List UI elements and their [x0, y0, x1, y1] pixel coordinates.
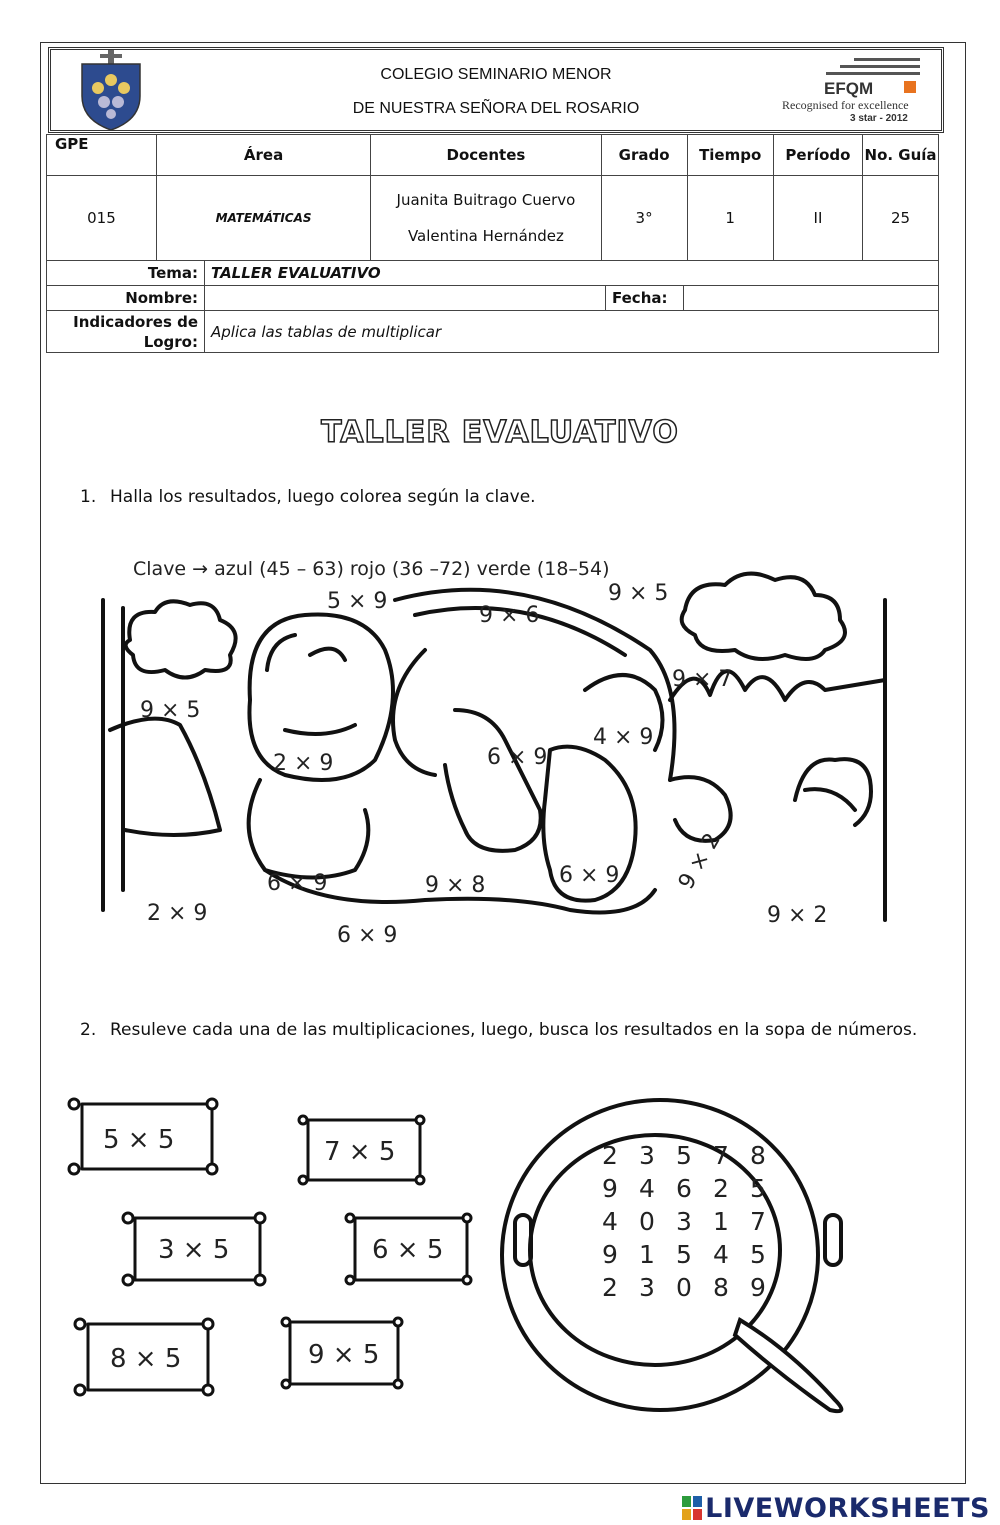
grid-cell-r2-c2[interactable]: 4 — [639, 1174, 655, 1203]
grid-cell-r3-c2[interactable]: 0 — [639, 1207, 655, 1236]
mult-5x9: 5 × 9 — [327, 589, 388, 614]
mult-9x2-right: 9 × 2 — [767, 903, 828, 928]
school-name-line-1: COLEGIO SEMINARIO MENOR — [380, 66, 612, 83]
scroll-5x5-text: 5 × 5 — [103, 1125, 175, 1155]
exercise-1-number: 1. — [80, 487, 97, 507]
grid-cell-r3-c4[interactable]: 1 — [713, 1207, 729, 1236]
grid-cell-r5-c1[interactable]: 2 — [602, 1273, 618, 1302]
scroll-9x5-text: 9 × 5 — [308, 1340, 380, 1370]
mult-2x9-bottom: 2 × 9 — [147, 901, 208, 926]
gpe-value: 015 — [47, 176, 157, 261]
tema-label: Tema: — [47, 261, 205, 286]
grid-cell-r2-c3[interactable]: 6 — [676, 1174, 692, 1203]
col-area: Área — [156, 135, 370, 176]
mult-6x9-arm: 6 × 9 — [267, 871, 328, 896]
tema-value: TALLER EVALUATIVO — [205, 261, 939, 286]
area-value: MATEMÁTICAS — [156, 176, 370, 261]
grid-cell-r1-c2[interactable]: 3 — [639, 1141, 655, 1170]
grid-cell-r2-c5[interactable]: 5 — [750, 1174, 766, 1203]
tiempo-value: 1 — [687, 176, 773, 261]
efqm-recognised: Recognised for excellence — [782, 98, 909, 112]
col-grado: Grado — [601, 135, 687, 176]
indicadores-value: Aplica las tablas de multiplicar — [205, 311, 939, 353]
grid-cell-r5-c4[interactable]: 8 — [713, 1273, 729, 1302]
scroll-6x5-text: 6 × 5 — [372, 1235, 444, 1265]
scroll-3x5-text: 3 × 5 — [158, 1235, 230, 1265]
grid-cell-r4-c3[interactable]: 5 — [676, 1240, 692, 1269]
grid-cell-r5-c3[interactable]: 0 — [676, 1273, 692, 1302]
grid-cell-r4-c5[interactable]: 5 — [750, 1240, 766, 1269]
mult-6x9-hand: 6 × 9 — [487, 745, 548, 770]
mult-9x5-left: 9 × 5 — [140, 698, 201, 723]
school-name-line-2: DE NUESTRA SEÑORA DEL ROSARIO — [352, 100, 640, 117]
mult-4x9: 4 × 9 — [593, 725, 654, 750]
exercise-1-text: Halla los resultados, luego colorea según la clave. — [110, 487, 536, 507]
grid-cell-r1-c4[interactable]: 7 — [713, 1141, 729, 1170]
grid-cell-r3-c5[interactable]: 7 — [750, 1207, 766, 1236]
mult-9x8: 9 × 8 — [425, 873, 486, 898]
grid-cell-r2-c4[interactable]: 2 — [713, 1174, 729, 1203]
grid-cell-r5-c2[interactable]: 3 — [639, 1273, 655, 1302]
grid-cell-r2-c1[interactable]: 9 — [602, 1174, 618, 1203]
col-guia: No. Guía — [863, 135, 939, 176]
col-tiempo: Tiempo — [687, 135, 773, 176]
mult-6x9-bottom: 6 × 9 — [337, 923, 398, 948]
mult-6x9-foot: 6 × 9 — [559, 863, 620, 888]
docente-2: Valentina Hernández — [407, 227, 564, 245]
grid-cell-r3-c1[interactable]: 4 — [602, 1207, 618, 1236]
efqm-stars: 3 star - 2012 — [850, 113, 908, 124]
mult-9x6: 9 × 6 — [479, 603, 540, 628]
guia-value: 25 — [863, 176, 939, 261]
mult-9x7: 9 × 7 — [672, 667, 733, 692]
col-gpe: GPE — [47, 135, 157, 176]
color-key: Clave → azul (45 – 63) rojo (36 –72) verde (18–54) — [133, 558, 610, 580]
indicadores-label-line-1: Indicadores de — [73, 312, 198, 331]
mult-9x2-tail: 9 × 2 — [673, 828, 726, 894]
grado-value: 3° — [601, 176, 687, 261]
efqm-logo-text: EFQM — [824, 79, 874, 98]
col-periodo: Período — [773, 135, 862, 176]
footer-brand — [682, 1493, 990, 1524]
scroll-8x5-text: 8 × 5 — [110, 1344, 182, 1374]
docente-1: Juanita Buitrago Cuervo — [396, 191, 576, 209]
exercise-2-number: 2. — [80, 1020, 97, 1040]
grid-cell-r4-c2[interactable]: 1 — [639, 1240, 655, 1269]
page-title: TALLER EVALUATIVO — [321, 415, 679, 450]
periodo-value: II — [773, 176, 862, 261]
liveworksheets-icon — [682, 1496, 702, 1520]
grid-cell-r1-c5[interactable]: 8 — [750, 1141, 766, 1170]
exercise-2-text: Resuleve cada una de las multiplicaciones, luego, busca los resultados en la sopa de números. — [110, 1020, 918, 1040]
grid-cell-r1-c1[interactable]: 2 — [602, 1141, 618, 1170]
fecha-label: Fecha: — [606, 286, 684, 311]
mult-9x5-top: 9 × 5 — [608, 581, 669, 606]
grid-cell-r5-c5[interactable]: 9 — [750, 1273, 766, 1302]
grid-cell-r4-c1[interactable]: 9 — [602, 1240, 618, 1269]
footer-brand-text: LIVEWORKSHEETS — [705, 1493, 990, 1524]
mult-2x9-head: 2 × 9 — [273, 751, 334, 776]
col-docentes: Docentes — [371, 135, 601, 176]
indicadores-label-line-2: Logro: — [143, 332, 198, 351]
grid-cell-r3-c3[interactable]: 3 — [676, 1207, 692, 1236]
nombre-label: Nombre: — [47, 286, 205, 311]
grid-cell-r4-c4[interactable]: 4 — [713, 1240, 729, 1269]
grid-cell-r1-c3[interactable]: 5 — [676, 1141, 692, 1170]
scroll-7x5-text: 7 × 5 — [324, 1137, 396, 1167]
